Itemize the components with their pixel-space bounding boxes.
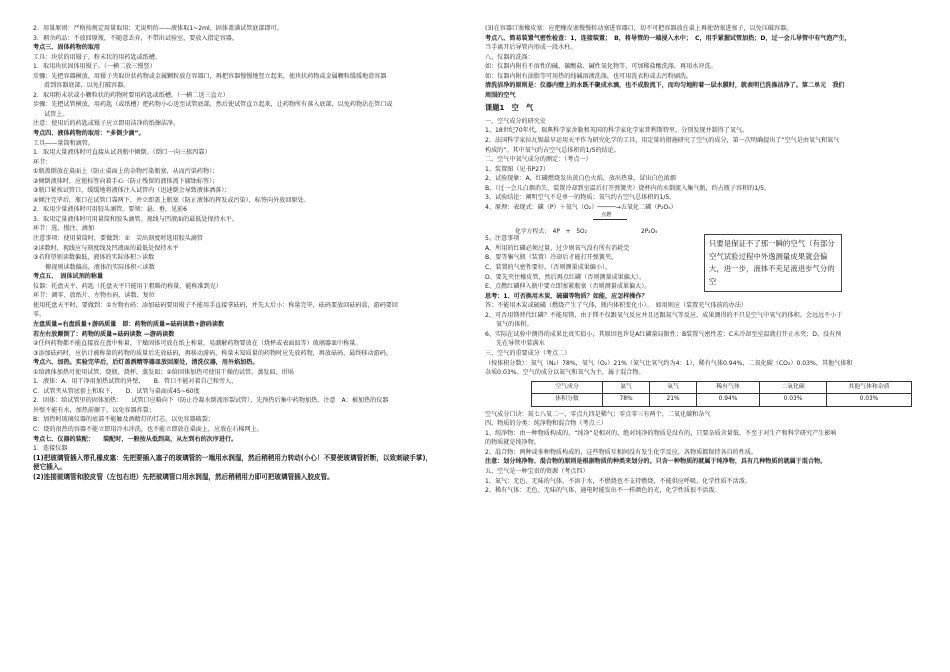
text-line: (1)把玻璃管插入带孔橡皮塞：先把要插入塞子的玻璃管的一端用水润湿，然后稍稍用力转动(小心！不要使玻璃管折断，以致刺破手掌)， <box>33 453 433 462</box>
text-line: 试管上。 <box>44 110 69 118</box>
text-line: 6、实际在试验中测得的成果比真实值小，其原因也许是A红磷量局限性；B装置气密性差；C未冷却至室温就打开止水夹；D、没有预 <box>485 330 842 338</box>
table-row <box>532 394 912 407</box>
table-cell: 空气成分 <box>532 381 603 394</box>
equation-product: 2P₂O₅ <box>641 229 658 236</box>
text-line: C：烧的很热的容器不能立即用冷水冲洗，也不能立即放在桌面上，应放在石棉网上。 <box>33 425 263 433</box>
text-line: 注意：使用后的药匙或镊子应立即用洁净的纸擦洁净。 <box>33 120 180 128</box>
text-line: 1、18世纪70年代，瑞典科学家舍勒和英国的科学家化学家普利斯特里，分别发现并制得了氧气。 <box>485 127 749 135</box>
formula-line: 若左右放颠倒了：药物的质量=砝码读数 —游码读数 <box>33 330 175 338</box>
reaction-arrow <box>593 219 627 220</box>
right-column <box>485 24 917 664</box>
text-line: 2．取用粉末状或小颗粒状的药物时要用药匙或纸槽。（一横二送三直立） <box>33 91 229 99</box>
text-line: ②任何药物都不能直接放在盘中称量，干燥固体可放在纸上称量，易潮解药物要放在（烧杯或表面皿等）玻璃器皿中称量。 <box>33 340 362 348</box>
text-line: (2)连接玻璃管和胶皮管（左包右进）先把玻璃管口用水润湿，然后稍稍用力即可把玻璃管插入胶皮管。 <box>33 472 334 481</box>
text-line: 3、试验结论：阐明空气不是单一的物质；氧气约占空气总体积的1/5。 <box>485 194 676 202</box>
text-line: 注意事项：使用量筒时，要做到：① 尖出刻度时选用胶头滴管 <box>33 235 203 243</box>
text-line: 清洗洁净的原则是：仪器内壁上的水既不聚成水滴，也不成股流下，而均匀地附着一层水膜时，就表明已洗涤洁净了。第二单元 我们 <box>485 82 845 90</box>
text-line: A、所用的红磷必须过量，过少则氧气没有所有消耗完 <box>485 244 630 252</box>
text-line: 构成的”。其中氧气约占空气总体积的1/5的结论。 <box>485 146 620 154</box>
text-line: 1．连接仪器 <box>33 445 68 453</box>
text-line: 2、试验现象：A、红磷燃烧发出黄白色火焰，放出热量，冒出白色浓烟 <box>485 175 676 183</box>
text-line: 如：仪器内附有油脂等可用热的纯碱溶液洗涤，也可用洗衣粉或去污粉刷洗。 <box>485 72 693 80</box>
text-line: 四、物质的分类：纯净物和混合物（考点三） <box>485 420 607 428</box>
text-line: 空气成分口诀：氮七八氧二一，零点九四是稀气；零点零三有两个，二氧化碳和杂气 <box>485 410 711 418</box>
text-line: D、要先夹住橡皮管，然后再点红磷（否则测量成果偏大）。 <box>485 273 646 281</box>
text-line: 2、法国科学家拉瓦锡最早运用天平作为研究化学的工具，用定量的措施研究了空气的成分，第一次明确提出了“空气是由氧气和氮气 <box>485 137 840 145</box>
lesson-title: 课题1 空 气 <box>485 103 534 113</box>
text-line: ①瓶盖倒放在桌面上（防止桌面上的杂物污染瓶塞，从而污染药物）； <box>33 168 219 176</box>
text-line: 滑到容器底部，以免打破容器。 <box>44 82 130 90</box>
text-line: 环节： <box>33 158 52 166</box>
text-line: （按体积分数）：氮气（N₂）78%，氧气（O₂）21%（氮气比氧气约为4：1），稀有气体0.94%，二氧化碳（CO₂）0.03%，其他气体和 <box>485 359 853 367</box>
text-line: C、装置的气密性要好，（否则测量成果偏小）， <box>485 264 612 272</box>
formula-line: 左盘质量=右盘质量+游码质量 即：药物的质量=砝码读数+游码读数 <box>33 320 225 328</box>
text-line: ①给液体加热可使用试管、烧瓶、烧杯、蒸发皿；②给固体加热可使用干燥的试管、蒸发皿、坩埚 <box>33 368 294 376</box>
text-line: 1．取用块状固体用镊子。（一横二放三慢竖） <box>33 63 156 71</box>
text-line: 的物质就是纯净物。 <box>485 439 540 447</box>
text-line: 工具——量筒和滴管。 <box>33 139 94 147</box>
text-line: 1、纯净物：由一种物质构成的，“纯净”是相对的，绝对纯净的物质是没有的，只要杂质含量低，不至于对生产和科学研究产生影响 <box>485 429 837 437</box>
table-cell: 21% <box>650 394 697 407</box>
text-line: ④倾注完毕后，瓶口在试管口靠两下，并立即盖上瓶塞（防止液体的挥发或污染），标签向外放回原处。 <box>33 196 310 204</box>
equation-reactants: 化学方程式： 4P + 5O₂ <box>515 229 587 236</box>
text-line: 先在导管中装满水 <box>496 340 545 348</box>
notes-block <box>485 234 917 377</box>
text-line: 答：不能用木炭或硫磺（燃烧产生了气体，瓶内体积变化小）。 如用则应（装置充气体前的办法） <box>485 302 748 310</box>
text-line: 3．剩余药品：不放回原瓶，不随意丢弃，不带出试验室，要放入指定容器。 <box>33 34 238 42</box>
text-line: 环节：调零、放纸片、左物右码、读数、复位 <box>33 292 155 300</box>
table-cell: 0.94% <box>697 394 760 407</box>
text-line: E、点燃红磷伸入瓶中要立即塞紧瓶塞（否则测量成果偏大）。 <box>485 283 651 291</box>
table-cell: 0.03% <box>760 394 827 407</box>
text-line: 一、空气成分的研究史 <box>485 117 546 125</box>
table-cell: 二氧化碳 <box>760 381 827 394</box>
table-cell: 氧气 <box>650 381 697 394</box>
text-line: 使用托盘天平时，要做到：①左物右码：添加砝码要用镊子不能用手直接拿砝码，并先大后小：称量完毕，砝码要放回砝码盒，游码要回 <box>33 301 398 309</box>
text-line: B、（过一会儿白烟消失，装置冷却到室温后打开弹簧夹）烧杯内的水倒流入集气瓶，约占瓶子容积的1/5。 <box>485 184 771 192</box>
text-line: 三、空气的重要成分（考点二） <box>485 349 571 357</box>
text-line: 杂质0.03%。空气的成分以氮气和氧气为主，属于混合物。 <box>485 369 645 377</box>
text-line: 当手离开后导管内形成一段水柱。 <box>485 44 577 52</box>
text-line: 环节：选、慢注、滴加 <box>33 225 94 233</box>
text-line: ②倾倒液体时，应使标签向着手心（防止残留的液体流下腐蚀标签）； <box>33 177 219 185</box>
chemical-equation <box>485 212 917 234</box>
text-line: 五、空气是一种宝贵的资源（考点四） <box>485 467 589 475</box>
table-cell: 氮气 <box>603 381 650 394</box>
section-heading: 考点五、 固体试剂的称量 <box>33 273 104 281</box>
left-column <box>33 24 460 664</box>
text-line: ③瓶口紧挨试管口，缓缓地将液体注入试管内（迅速倒会导致液体洒落）； <box>33 187 231 195</box>
text-line: 思考：1、可否换用木炭、硫磺等物质？如能，应怎样操作？ <box>485 292 648 300</box>
reaction-condition: 点燃 <box>601 212 612 219</box>
section-heading: 考点六、加热。实验完毕后，后灯盖酒精等器皿放回原处，清洗仪器，用外焰加热。 <box>33 359 259 367</box>
text-line: 工具：块状的用镊子，粉末状的用药匙或纸槽。 <box>33 53 161 61</box>
text-line: 2．取用少量液体时可用胶头滴管。要领：悬、垂，见前6 <box>33 206 188 214</box>
table-cell: 稀有气体 <box>697 381 760 394</box>
text-line: 仪器：托盘天平、药匙（托盘天平只能用于粗略的称量，能称准到克） <box>33 282 222 290</box>
text-line: 步骤：先把容器横放，用镊子夹取块状药物或金属颗粒放在容器口，再把容器慢慢地竖立起来，使块状药物或金属颗粒缓缓地滑容器 <box>33 72 387 80</box>
table-cell: 0.03% <box>827 394 912 407</box>
text-line: 2、可否用镁替代红磷？不能用镁，由于镁不仅跟氧气反应并且还跟氮气等反应，成果测得的不只是空气中氧气的体积。会远远不小于 <box>485 311 843 319</box>
text-line: 1．取用大量液体时可直接从试剂瓶中倾倒。（倒口一向三挨四靠） <box>33 149 211 157</box>
text-line: 如：仪器内附有不溶性的碱、碳酸盐、碱性氧化物等，可加稀盐酸洗涤，再用水冲洗。 <box>485 63 717 71</box>
text-line: 注意：划分纯净物、混合物的原则是根据物质的种类来划分的。只含一种物质的就属于纯净物，具有几种物质的就属于混合物。 <box>485 458 827 466</box>
section-heading: 考点四、液体药物的取用：“多倒少滴”。 <box>33 130 145 138</box>
text-line: 1、装置图（见书P27） <box>485 165 550 173</box>
text-line: 使它插入。 <box>33 463 66 472</box>
text-line: B、要等集气瓶（装置）冷却后才能打开弹簧夹， <box>485 254 618 262</box>
text-line: 2．用量原则：严格按规定用量取用；无说明的——液体取1~2ml，固体盖满试管底部即可。 <box>33 25 283 32</box>
text-line: 外壁不能有水，加热前擦干，以免容器炸裂； <box>33 406 155 414</box>
table-cell: 其他气体和杂质 <box>827 381 912 394</box>
text-line: ②读数时，视线应与刻度线及凹液面的最低处保持水平 <box>33 244 179 252</box>
text-line: 氧气的体积。 <box>496 321 533 329</box>
text-line: 5、注意事项 <box>485 235 520 243</box>
callout-box: 只要是保证不了那一瞬的空气（有部分空气试验过程中外逸测量成果就会偏大，进一步，液体不充足液进步气分的空 <box>704 234 842 292</box>
table-header-row <box>532 381 912 394</box>
text-line: 二、空气中氧气成分的测定：（考点一） <box>485 156 592 164</box>
text-line: 2、稀有气体：无色、无味的气体，通电时能发出不一样颜色的光，化学性质很不活泼。 <box>485 487 721 495</box>
text-line: C．试管夹从管底套上和取下， D．试管与桌面成45~60度 <box>33 387 200 395</box>
section-heading: 考点八、简易装置气密性检查：1，连接装置； B，将导管的一端浸入水中； C，用手紧握试管加热；D，过一会儿导管中有气泡产生， <box>485 34 851 42</box>
text-line: 零。 <box>33 311 46 319</box>
table-cell: 体积分数 <box>532 394 603 407</box>
section-heading: 考点三、固体药物的取用 <box>33 44 101 52</box>
text-line: 俯视则读数偏高，液体的实际体积＜读数 <box>33 263 155 271</box>
text-line: (3)在容器口塞橡皮塞：应把橡皮塞慢慢转动塞进容器口，切不可把容器放在桌上再使劲塞进塞子，以免压破容器。 <box>485 25 793 32</box>
text-line: 八、仪器的洗涤： <box>485 53 534 61</box>
unit-title: 周围的空气 <box>485 91 516 99</box>
air-composition-table <box>531 381 912 407</box>
text-line: B：加热时玻璃仪器的底部不能触及酒精灯的灯芯，以免容器破裂； <box>33 416 214 424</box>
text-line: 步骤：先把试管横放，用药匙（或纸槽）把药物小心送至试管底部，然后使试管直立起来，让药物所有落入底部，以免药物沾在管口或 <box>33 101 393 109</box>
text-line: 4、原理：表现式：磷（P）＋氧气（O₂）─────→五氧化二磷（P₂O₅） <box>485 203 677 211</box>
text-line: ③添加砝码时，应估计被称量的药物的质量后先放砝码，再移动游码，称量未知质量的药物时应先放药物，再放砝码，最终移动游码。 <box>33 349 392 357</box>
text-line: 1．液体：A．用干净用加热试管的外壁， B．管口不能对着自己和旁人， <box>33 378 238 386</box>
section-heading: 考点七、仪器的装配： 装配时，一般按从低到高，从左到右的次序进行。 <box>33 435 238 443</box>
text-line: 2．固体：给试管里的固体加热： 试管口应略向下（防止冷凝水倒流形裂试管），先预热后集中药物加热，注意 A：被加热的仪器 <box>33 397 389 405</box>
text-line: ③若仰望则读数偏低，液体的实际体积＞读数 <box>33 254 155 262</box>
table-cell: 78% <box>603 394 650 407</box>
text-line: 2、混合物：两种或多种物质构成的，这些物质互相间没有发生化学反应，各物质都保持各自的性质。 <box>485 448 758 456</box>
text-line: 1、氮气：无色、无味的气体，不溶于水，不燃烧也不支持燃烧，不能供应呼吸，化学性质不活泼。 <box>485 477 751 485</box>
text-line: 3．取用定量液体时可用量筒和胶头滴管。视线与凹液面的最低处保持水平。 <box>33 215 238 223</box>
